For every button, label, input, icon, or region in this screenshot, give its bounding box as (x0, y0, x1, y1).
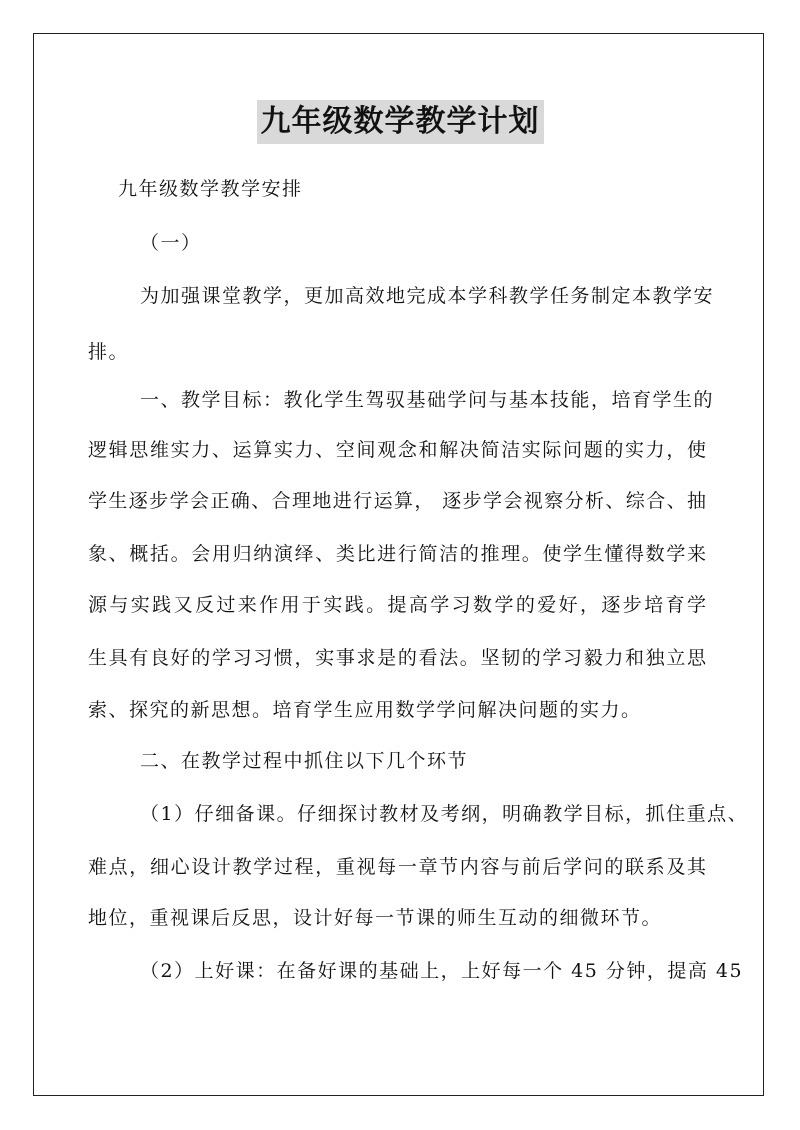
paragraph-line: 学生逐步学会正确、合理地进行运算， 逐步学会视察分析、综合、抽 (88, 490, 706, 512)
paragraph-line: 难点，细心设计教学过程，重视每一章节内容与前后学问的联系及其 (88, 856, 706, 878)
paragraph-line: （1）仔细备课。仔细探讨教材及考纲，明确教学目标，抓住重点、 (140, 803, 749, 825)
paragraph-line: 一、教学目标：教化学生驾驭基础学问与基本技能，培育学生的 (140, 389, 715, 411)
section-heading: 二、在教学过程中抓住以下几个环节 (140, 750, 469, 772)
section-mark: （一） (140, 232, 202, 254)
paragraph-line: 逻辑思维实力、运算实力、空间观念和解决简洁实际问题的实力，使 (88, 439, 706, 461)
paragraph-line: 源与实践又反过来作用于实践。提高学习数学的爱好，逐步培育学 (88, 594, 706, 616)
paragraph-line: 生具有良好的学习习惯，实事求是的看法。坚韧的学习毅力和独立思 (88, 647, 706, 669)
paragraph-line: 为加强课堂教学，更加高效地完成本学科教学任务制定本教学安 (140, 285, 715, 307)
paragraph-line: （2）上好课：在备好课的基础上，上好每一个 45 分钟，提高 45 (140, 960, 744, 982)
subtitle: 九年级数学教学安排 (118, 178, 303, 200)
paragraph-line: 地位，重视课后反思，设计好每一节课的师生互动的细微环节。 (88, 907, 663, 929)
paragraph-line: 排。 (88, 341, 130, 363)
title-container (0, 100, 800, 144)
document-title: 九年级数学教学计划 (257, 100, 544, 144)
paragraph-line: 象、概括。会用归纳演绎、类比进行简洁的推理。使学生懂得数学来 (88, 543, 706, 565)
paragraph-line: 索、探究的新思想。培育学生应用数学学问解决问题的实力。 (88, 699, 642, 721)
